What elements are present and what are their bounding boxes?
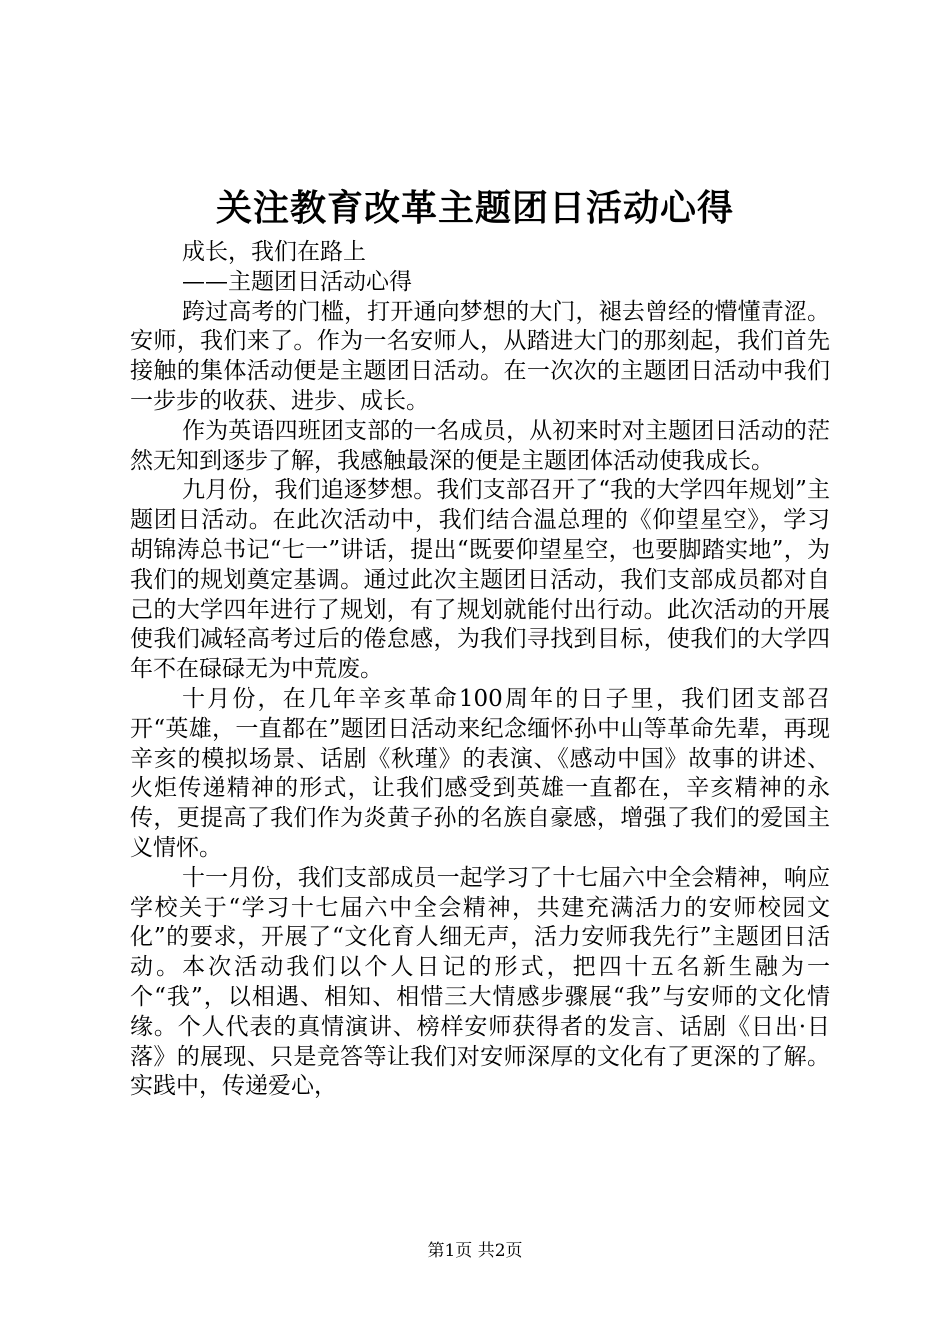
body-paragraph: 作为英语四班团支部的一名成员，从初来时对主题团日活动的茫然无知到逐步了解，我感触最深的便是主题团体活动使我成长。 <box>130 417 830 474</box>
subtitle-line: 成长，我们在路上 <box>182 239 366 265</box>
document-body <box>130 238 830 1102</box>
body-paragraph: 十月份，在几年辛亥革命100周年的日子里，我们团支部召开“英雄，一直都在”题团日活动来纪念缅怀孙中山等革命先辈，再现辛亥的模拟场景、话剧《秋瑾》的表演、《感动中国》故事的讲述、火炬传递精神的形式，让我们感受到英雄一直都在，辛亥精神的永传，更提高了我们作为炎黄子孙的名族自豪感，增强了我们的爱国主义情怀。 <box>130 685 830 861</box>
document-title: 关注教育改革主题团日活动心得 <box>215 187 734 229</box>
body-paragraph: 跨过高考的门槛，打开通向梦想的大门，褪去曾经的懵懂青涩。安师，我们来了。作为一名安师人，从踏进大门的那刻起，我们首先接触的集体活动便是主题团日活动。在一次次的主题团日活动中我们一步步的收获、进步、成长。 <box>130 298 830 414</box>
page-number-footer: 第1页 共2页 <box>427 1241 523 1261</box>
subtitle-line: ——主题团日活动心得 <box>182 268 412 295</box>
body-paragraph: 九月份，我们追逐梦想。我们支部召开了“我的大学四年规划”主题团日活动。在此次活动中，我们结合温总理的《仰望星空》，学习胡锦涛总书记“七一”讲话，提出“既要仰望星空，也要脚踏实地”，为我们的规划奠定基调。通过此次主题团日活动，我们支部成员都对自己的大学四年进行了规划，有了规划就能付出行动。此次活动的开展使我们减轻高考过后的倦怠感，为我们寻找到目标，使我们的大学四年不在碌碌无为中荒废。 <box>130 477 830 683</box>
body-paragraph: 十一月份，我们支部成员一起学习了十七届六中全会精神，响应学校关于“学习十七届六中全会精神，共建充满活力的安师校园文化”的要求，开展了“文化育人细无声，活力安师我先行”主题团日活动。本次活动我们以个人日记的形式，把四十五名新生融为一个“我”，以相遇、相知、相惜三大情感步骤展“我”与安师的文化情缘。个人代表的真情演讲、榜样安师获得者的发言、话剧《日出·日落》的展现、只是竞答等让我们对安师深厚的文化有了更深的了解。实践中，传递爱心， <box>130 864 830 1100</box>
